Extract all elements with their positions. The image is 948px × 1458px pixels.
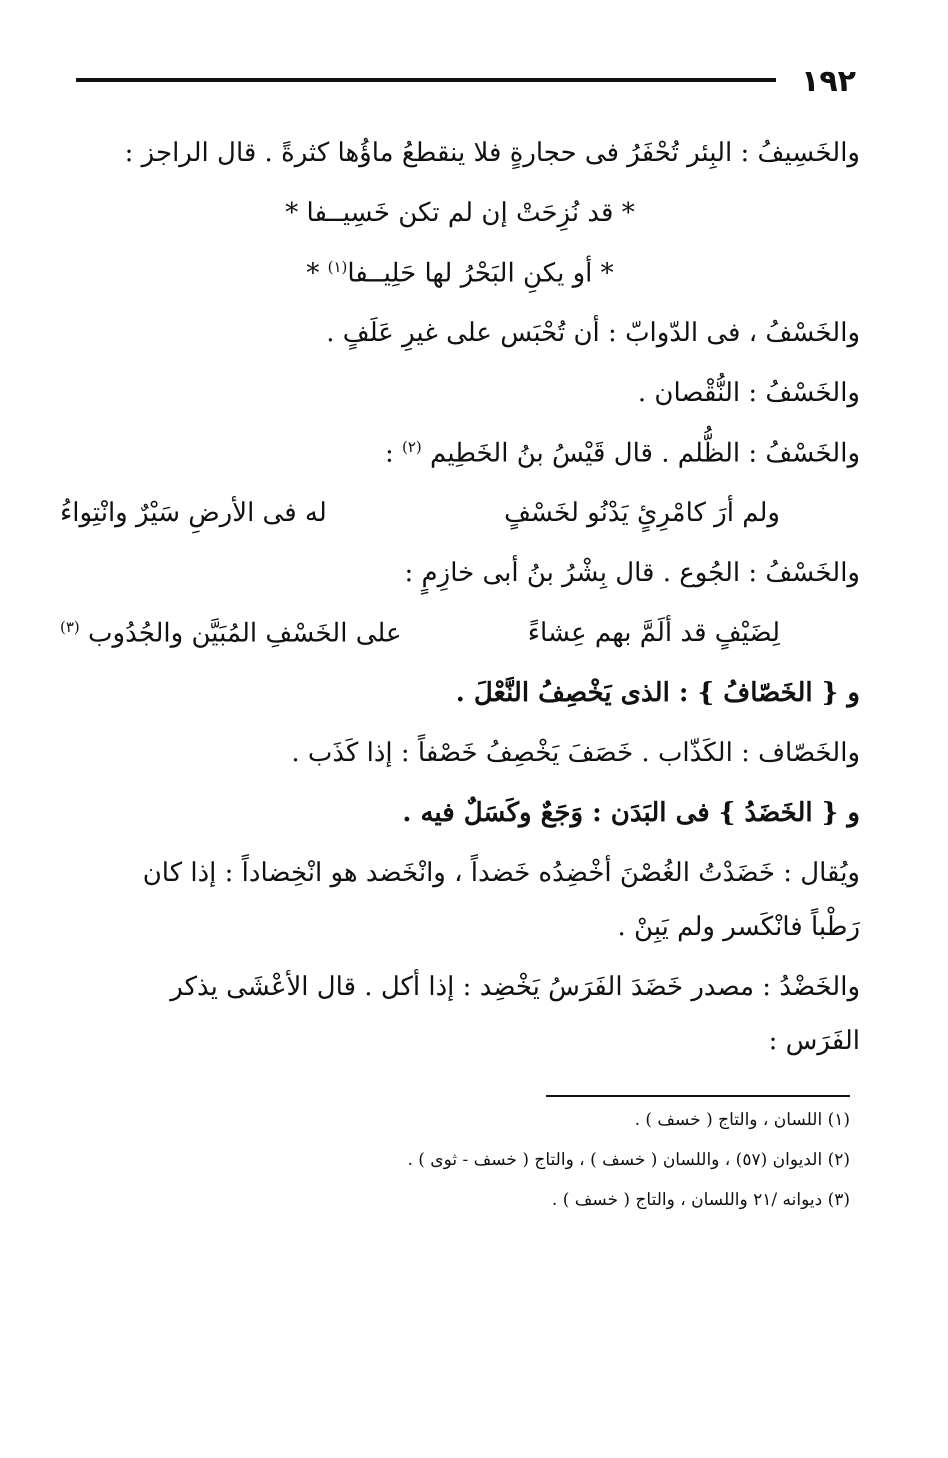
entry-khassaf: و { الخَصّافُ } : الذى يَخْصِفُ النَّعْلَ . <box>455 678 860 708</box>
text-line-4 <box>60 438 860 470</box>
text-line-1: والخَسِيفُ : البِئر تُحْفَرُ فى حجارةٍ فلا ينقطعُ ماؤُها كثرةً . قال الراجز : <box>124 138 860 168</box>
page-number: ١٩٢ <box>801 64 856 99</box>
rajaz-verse-1: * قد نُزِحَتْ إن لم تكن خَسِيــفا * <box>285 198 635 228</box>
colon-mark: : <box>384 438 394 469</box>
footnote-3: (٣) ديوانه /٢١ واللسان ، والتاج ( خسف ) . <box>551 1190 850 1210</box>
text-line-3: والخَسْفُ : النُّقْصان . <box>637 378 860 408</box>
footnote-ref-3: (٣) <box>60 618 80 636</box>
footnote-2: (٢) الديوان (٥٧) ، واللسان ( خسف ) ، والتاج ( خسف - ثوى ) . <box>407 1150 850 1170</box>
text-line-5: والخَسْفُ : الجُوع . قال بِشْرُ بنُ أبى خازِمٍ : <box>404 558 860 588</box>
star-symbol: * <box>306 258 320 289</box>
text-line-6: والخَصّاف : الكَذّاب . خَصَفَ يَخْصِفُ خَصْفاً : إذا كَذَب . <box>291 738 860 768</box>
verse-qays-first: ولم أرَ كامْرِئٍ يَدْنُو لخَسْفٍ <box>504 498 780 528</box>
entry-khadad: و { الخَضَدُ } فى البَدَن : وَجَعٌ وكَسَلٌ فيه . <box>402 798 860 828</box>
text-line-10: الفَرَس : <box>768 1026 860 1056</box>
verse-bishr-first: لِضَيْفٍ قد ألَمَّ بهم عِشاءً <box>527 618 780 648</box>
verse-qays <box>60 498 860 529</box>
footnote-ref-2: (٢) <box>402 438 422 456</box>
text-line-4-text: والخَسْفُ : الظُّلم . قال قَيْسُ بنُ الخَطِيم <box>430 438 860 469</box>
verse-bishr-second-wrap <box>60 618 402 650</box>
page-header <box>76 64 856 104</box>
text-line-8: رَطْباً فانْكَسر ولم يَبِنْ . <box>617 912 860 942</box>
verse-qays-second: له فى الأرضِ سَيْرٌ وانْتِواءُ <box>60 498 327 528</box>
rajaz-verse-2-text: * أو يكنِ البَحْرُ لها حَلِيــفا <box>347 258 614 289</box>
text-line-9: والخَضْدُ : مصدر خَضَدَ الفَرَسُ يَخْضِد : إذا أكل . قال الأعْشَى يذكر <box>170 972 860 1002</box>
rajaz-verse-2 <box>60 258 860 290</box>
verse-bishr-second: على الخَسْفِ المُبَيَّن والجُدُوب <box>88 618 402 649</box>
text-line-2: والخَسْفُ ، فى الدّوابّ : أن تُحْبَس على غيرِ عَلَفٍ . <box>326 318 860 348</box>
verse-bishr <box>60 618 860 650</box>
footnote-rule <box>546 1095 850 1097</box>
header-rule <box>76 78 776 82</box>
text-line-7: ويُقال : خَضَدْتُ الغُصْنَ أخْضِدُه خَضداً ، وانْخَضد هو انْخِضاداً : إذا كان <box>142 858 860 888</box>
footnote-ref-1: (١) <box>327 258 348 276</box>
footnote-1: (١) اللسان ، والتاج ( خسف ) . <box>634 1110 850 1130</box>
